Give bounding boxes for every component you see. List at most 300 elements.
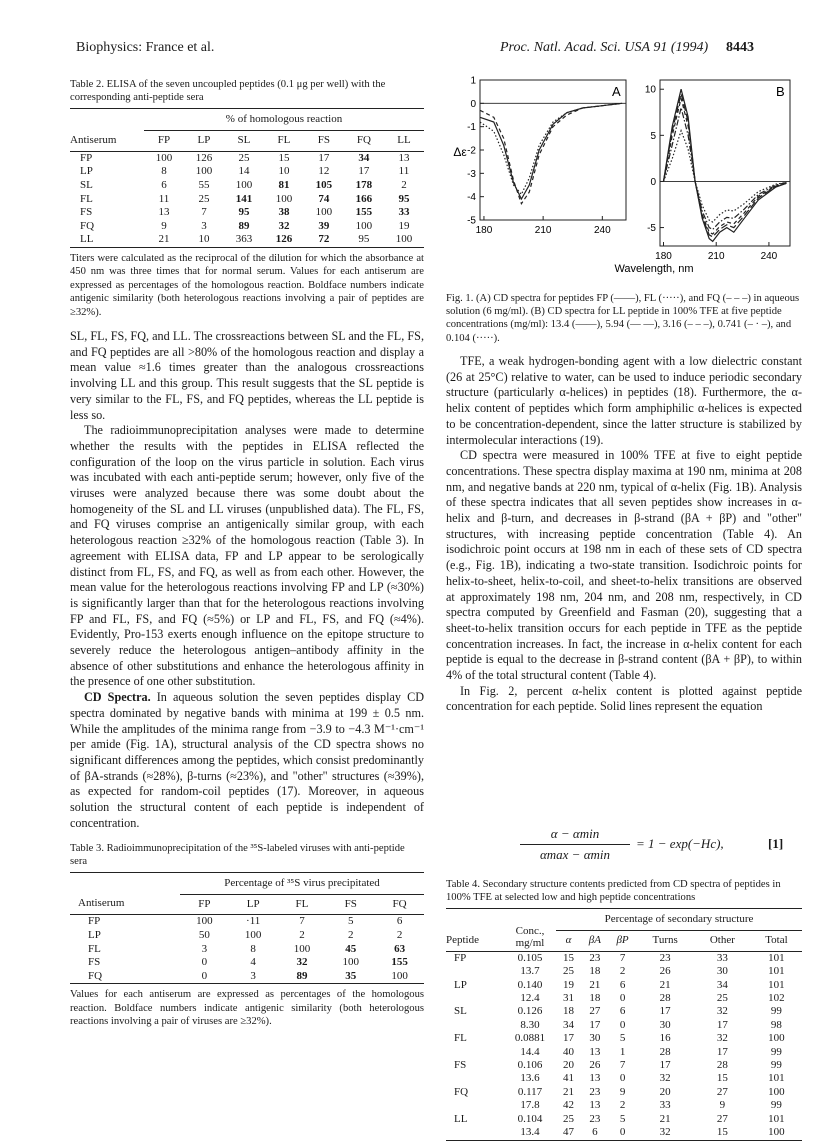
table2-row-label: FQ — [80, 219, 95, 232]
x-tick-label: 240 — [760, 251, 778, 262]
table4-cell: 21 — [659, 978, 671, 991]
table4-row — [446, 1072, 802, 1085]
table2-cell: 38 — [278, 206, 290, 219]
table2-cell: 72 — [318, 233, 330, 246]
table4-cell: 19 — [562, 978, 574, 991]
table4-row — [446, 1126, 802, 1140]
table4-cell: 41 — [562, 1072, 574, 1085]
table2-header-lp: LP — [197, 134, 211, 147]
table4-cell: 0 — [619, 992, 626, 1005]
series-line-0.104 — [664, 131, 787, 222]
table3-cell: 5 — [347, 915, 354, 928]
running-header-journal: Proc. Natl. Acad. Sci. USA 91 (1994) — [500, 40, 709, 55]
table2-cell: 95 — [398, 192, 410, 205]
table4-cell: 101 — [768, 951, 785, 964]
table3-cell: 6 — [396, 915, 403, 928]
table4-cell: 42 — [562, 1099, 574, 1112]
y-tick-label: -3 — [467, 168, 476, 180]
table3-cell: 3 — [201, 942, 208, 955]
table3-cell: 100 — [342, 956, 359, 969]
table4-cell: 40 — [562, 1045, 574, 1058]
table2-row — [70, 233, 424, 247]
series-line-FP — [480, 103, 622, 199]
table2-cell: 12 — [318, 165, 330, 178]
x-tick-label: 180 — [655, 251, 672, 262]
right-paragraph-2: CD spectra were measured in 100% TFE at five to eight peptide concentrations. These spectra display maxima at 190 nm, minima at 208 nm, and negative bands at 220 nm, typical of α-helix (Fig. 1B). Analysis of these spectra indicates that all seven peptides show increases in α-helix and β-turn, and decreases in β-strand (βA + βP) and "other" structures, with increasing peptide concentration (Table 4). An isodichroic point occurs at 198 nm in each of these sets of CD spectra (e.g., Fig. 1B), indicating a two-state transition. Isodichroic points for helix-to-sheet, helix-to-coil, and sheet-to-helix transitions are observed at approximately 198 nm, 204 nm, and 208 nm, respectively, in CD spectra computed by Greenfield and Fasman (20), suggesting that a sheet-to-helix transition occurs for each peptide in TFE as the peptide concentration increases. In fact, the increase in α-helix content for each peptide is equal to the decrease in β-strand content (βA + βP), to within 4% of the total structural content (Table 4). — [446, 448, 802, 683]
table2 — [70, 108, 424, 248]
table2-row — [70, 165, 424, 179]
table4-block — [446, 878, 802, 1141]
plot-frame — [480, 80, 626, 220]
table2-cell: 21 — [158, 233, 170, 246]
table2-cell: 9 — [161, 219, 167, 232]
table2-row — [70, 220, 424, 234]
figure1-cd-spectra — [446, 72, 796, 280]
table3-cell: 50 — [198, 928, 210, 941]
table2-cell: 3 — [201, 219, 207, 232]
table4-header-col: βA — [588, 934, 601, 947]
table4-cell: 6 — [592, 1126, 598, 1139]
table4-row — [446, 1086, 802, 1099]
table4-cell: 23 — [589, 951, 601, 964]
table4-cell: 7 — [619, 1059, 626, 1072]
table3-cell: 100 — [391, 969, 408, 982]
table2-cell: 126 — [275, 233, 293, 246]
table4-peptide: LL — [454, 1112, 468, 1125]
table4 — [446, 908, 802, 1140]
table4-conc: 0.104 — [517, 1112, 543, 1125]
panel-label: B — [776, 84, 785, 99]
table3-row-label: FS — [88, 956, 101, 969]
table4-cell: 101 — [768, 965, 785, 978]
table4-cell: 33 — [659, 1099, 671, 1112]
table3-header-antiserum: Antiserum — [78, 897, 125, 910]
table3 — [70, 872, 424, 984]
table4-conc: 0.140 — [517, 978, 543, 991]
table4-cell: 6 — [619, 978, 626, 991]
table2-header-fs: FS — [317, 134, 331, 147]
table2-cell: 100 — [195, 165, 213, 178]
table3-row-label: LP — [88, 928, 101, 941]
table3-row — [70, 956, 424, 970]
table4-cell: 5 — [619, 1032, 626, 1045]
table4-row — [446, 1059, 802, 1072]
table2-cell: 32 — [278, 219, 290, 232]
table2-cell: 166 — [355, 192, 373, 205]
figure1-x-axis-label: Wavelength, nm — [614, 263, 694, 275]
table4-peptide: FL — [454, 1032, 467, 1045]
table2-group-header: % of homologous reaction — [144, 109, 424, 131]
table4-conc: 14.4 — [520, 1045, 540, 1058]
table2-row-label: FP — [80, 151, 93, 164]
table4-conc: 13.7 — [520, 965, 540, 978]
table3-row — [70, 943, 424, 957]
table3-header-fq: FQ — [392, 897, 407, 910]
table3-cell: 2 — [299, 928, 305, 941]
table4-cell: 18 — [589, 965, 601, 978]
table4-cell: 32 — [716, 1032, 728, 1045]
table4-group-header: Percentage of secondary structure — [556, 909, 802, 931]
table3-cell: 45 — [345, 942, 357, 955]
right-column-text — [446, 354, 802, 715]
figure1-y-axis-label: Δε — [453, 145, 467, 159]
table3-cell: 8 — [250, 942, 256, 955]
table4-peptide — [446, 1046, 504, 1059]
left-paragraph-1: SL, FL, FS, FQ, and LL. The crossreactions between SL and the FL, FS, and FQ peptides are all >80% of the homologous reaction and display a mean value ≈1.6 times greater than the analogous crossreactions involving LL and this group. This result suggests that the SL peptide is very similar to the FL, FS, and FQ peptides, whereas the LL peptide is less so. — [70, 329, 424, 422]
panel-label: A — [612, 84, 621, 99]
table4-cell: 101 — [768, 1072, 785, 1085]
table4-cell: 27 — [716, 1085, 728, 1098]
table2-row — [70, 179, 424, 193]
table4-cell: 33 — [716, 951, 728, 964]
table3-cell: 89 — [296, 969, 308, 982]
table3-header-fl: FL — [295, 897, 309, 910]
series-line-5.94 — [664, 94, 787, 237]
table2-cell: 100 — [275, 192, 293, 205]
table4-cell: 101 — [768, 1112, 785, 1125]
table3-cell: 3 — [250, 969, 256, 982]
table2-cell: 100 — [315, 206, 333, 219]
table2-cell: 17 — [358, 165, 370, 178]
page-number: 8443 — [726, 40, 754, 55]
table3-cell: ·11 — [246, 915, 261, 928]
table4-cell: 0 — [619, 1126, 626, 1139]
left-paragraph-2: The radioimmunoprecipitation analyses were made to determine whether the results with the peptides in ELISA reflected the configuration of the loop on the virus particle in solution. Each virus was incubated with each anti-peptide serum; however, only five of the viruses were analyzed because there was some doubt about the homogeneity of the SL and LL viruses (unpublished data). The FL, FS, and FQ viruses comprise an antigenically similar group, with each heterologous reaction ≥32% of the homologous reaction (Table 3). In agreement with ELISA data, FP and LP appear to be serologically distinct from FL, FS, and FQ, as well as from each other. However, the mean value for the heterologous reactions involving FP and LP (≈30%) is significantly larger than that for the heterologous reactions involving FP and FL, FS, and FQ (≈5%) or LP and FL, FS, and FQ (≈4%). Evidently, Pro-153 exerts enough influence on the epitope structure to severely reduce the heterologous antigen–antibody affinity in the absence of other substitutions and enhance the heterologous affinity in the presence of one other substitution. — [70, 423, 424, 689]
table4-cell: 27 — [716, 1112, 728, 1125]
table4-cell: 30 — [659, 1018, 671, 1031]
table2-row — [70, 151, 424, 165]
table3-row-label: FQ — [88, 969, 103, 982]
table3-row — [70, 970, 424, 984]
table2-cell: 10 — [198, 233, 210, 246]
table2-cell: 2 — [401, 179, 407, 191]
y-tick-label: 1 — [470, 75, 476, 87]
table2-cell: 178 — [355, 179, 373, 191]
table3-cell: 35 — [345, 969, 357, 982]
table4-cell: 99 — [770, 1005, 782, 1018]
table3-note: Values for each antiserum are expressed as percentages of the homologous reaction. Boldface numbers indicate antigenic similarity (both heterologous reactions involving a pair of viruses are ≥32%). — [70, 989, 424, 1028]
table2-cell: 34 — [358, 151, 370, 164]
table4-cell: 31 — [562, 992, 574, 1005]
table4-cell: 101 — [768, 978, 785, 991]
table4-cell: 23 — [659, 951, 671, 964]
table4-conc: 17.8 — [520, 1099, 540, 1112]
table4-peptide — [446, 1019, 504, 1032]
table4-row — [446, 1005, 802, 1018]
y-tick-label: 0 — [470, 98, 476, 110]
figure1-panel-a — [467, 76, 626, 237]
table4-cell: 17 — [716, 1045, 728, 1058]
table3-cell: 63 — [394, 942, 406, 955]
right-paragraph-3: In Fig. 2, percent α-helix content is plotted against peptide concentration for each peptide. Solid lines represent the equation — [446, 683, 802, 714]
table4-cell: 100 — [768, 1032, 785, 1045]
table2-header-fp: FP — [157, 134, 171, 147]
table2-row-label: SL — [80, 179, 93, 191]
table4-cell: 99 — [770, 1059, 782, 1072]
table4-cell: 15 — [716, 1072, 728, 1085]
y-tick-label: 5 — [650, 130, 656, 142]
table4-cell: 15 — [716, 1126, 728, 1139]
table4-cell: 17 — [716, 1018, 728, 1031]
table4-cell: 100 — [768, 1126, 785, 1139]
table3-cell: 0 — [201, 956, 208, 969]
table3-caption: Table 3. Radioimmunoprecipitation of the ³⁵S-labeled viruses with anti-peptide sera — [70, 842, 405, 867]
table2-cell: 95 — [238, 206, 250, 219]
table4-conc: 13.6 — [520, 1072, 540, 1085]
table4-header-col: βP — [616, 934, 629, 947]
table2-cell: 100 — [235, 179, 253, 191]
table4-cell: 21 — [589, 978, 601, 991]
left-paragraph-3 — [70, 690, 424, 831]
table4-peptide — [446, 1072, 504, 1085]
left-column — [70, 78, 424, 1029]
table4-cell: 17 — [589, 1018, 601, 1031]
series-line-3.16 — [664, 98, 787, 234]
table4-cell: 9 — [719, 1099, 726, 1112]
table4-cell: 6 — [619, 1005, 626, 1018]
table2-cell: 17 — [318, 151, 330, 164]
series-line-FQ — [480, 103, 622, 203]
table2-cell: 11 — [158, 192, 170, 205]
table2-header-fq: FQ — [356, 134, 371, 147]
table2-cell: 155 — [355, 206, 373, 219]
table3-group-header: Percentage of ³⁵S virus precipitated — [180, 872, 424, 894]
table2-cell: 100 — [395, 233, 413, 246]
right-paragraph-1: TFE, a weak hydrogen-bonding agent with a low dielectric constant (26 at 25°C) relative to water, can be used to induce periodic secondary structure (particularly α-helices) in peptides (18). Furthermore, the α-helix content of peptides which form amphiphilic α-helices is expected to be concentration-dependent, since the latter structure is stabilized by intermolecular interactions (19). — [446, 354, 802, 447]
table4-cell: 98 — [770, 1018, 782, 1031]
equation-numerator: α − αmin — [550, 826, 600, 841]
table4-cell: 17 — [562, 1032, 574, 1045]
table2-cell: 95 — [358, 233, 370, 246]
table4-cell: 25 — [716, 992, 728, 1005]
table2-cell: 13 — [398, 151, 410, 164]
table4-cell: 34 — [716, 978, 728, 991]
table4-cell: 2 — [619, 1099, 626, 1112]
table3-cell: 2 — [347, 928, 354, 941]
table4-header-col: α — [565, 934, 572, 947]
table4-cell: 13 — [589, 1045, 601, 1058]
table2-row-label: FS — [80, 206, 93, 219]
table2-cell: 15 — [278, 151, 290, 164]
table4-conc: 0.126 — [517, 1005, 543, 1018]
table3-header-fp: FP — [198, 897, 211, 910]
table2-cell: 14 — [238, 165, 250, 178]
table2-cell: 141 — [235, 192, 253, 205]
table4-cell: 13 — [589, 1072, 601, 1085]
table3-cell: 7 — [299, 915, 305, 928]
table3-cell: 155 — [391, 956, 408, 969]
table4-cell: 2 — [619, 965, 626, 978]
table4-cell: 99 — [770, 1099, 782, 1112]
table4-cell: 30 — [589, 1032, 601, 1045]
table4-peptide — [446, 1126, 504, 1140]
table4-peptide: LP — [454, 978, 467, 991]
equation-1 — [520, 826, 800, 866]
table4-conc: 0.0881 — [514, 1032, 546, 1045]
table2-caption: Table 2. ELISA of the seven uncoupled peptides (0.1 μg per well) with the corresponding anti-peptide sera — [70, 79, 386, 104]
table2-header-ll: LL — [397, 134, 411, 147]
section-heading-cd-spectra: CD Spectra. — [84, 690, 151, 705]
table4-cell: 20 — [562, 1059, 574, 1072]
equation-fraction-bar — [520, 844, 630, 845]
table4-cell: 25 — [562, 1112, 574, 1125]
table4-cell: 32 — [659, 1072, 671, 1085]
table4-peptide: FQ — [454, 1085, 469, 1098]
table4-cell: 5 — [619, 1112, 626, 1125]
table4-header-conc: Conc., mg/ml — [515, 924, 545, 949]
table3-row — [70, 915, 424, 929]
table4-cell: 0 — [619, 1018, 626, 1031]
y-tick-label: 10 — [644, 84, 656, 96]
table4-peptide — [446, 1099, 504, 1112]
table3-cell: 100 — [244, 928, 262, 941]
table4-cell: 32 — [659, 1126, 671, 1139]
table4-cell: 1 — [619, 1045, 626, 1058]
table4-cell: 23 — [589, 1085, 601, 1098]
equation-number: [1] — [768, 836, 784, 851]
x-tick-label: 180 — [475, 225, 493, 236]
table4-row — [446, 1099, 802, 1112]
table3-row-label: FL — [88, 942, 101, 955]
table4-conc: 0.117 — [517, 1085, 543, 1098]
table4-conc: 13.4 — [520, 1126, 540, 1139]
table2-row-label: FL — [80, 192, 93, 205]
table4-caption: Table 4. Secondary structure contents predicted from CD spectra of peptides in 100% TFE at selected low and high peptide concentrations — [446, 879, 781, 904]
table4-cell: 32 — [716, 1005, 728, 1018]
table4-peptide — [446, 965, 504, 978]
table2-cell: 74 — [318, 192, 330, 205]
figure1-caption: Fig. 1. (A) CD spectra for peptides FP (——), FL (·····), and FQ (– – –) in aqueous solution (6 mg/ml). (B) CD spectra for LL peptide in 100% TFE at five peptide concentrations (mg/ml): 13.4 (——), 5.94 (— —), 3.16 (– – –), 0.741 (– · –), and 0.104 (·····). — [446, 293, 800, 344]
x-tick-label: 210 — [534, 225, 552, 236]
table4-cell: 28 — [659, 992, 671, 1005]
table4-conc: 8.30 — [520, 1018, 540, 1031]
x-tick-label: 240 — [593, 225, 611, 236]
left-paragraph-3-body: In aqueous solution the seven peptides display CD spectra dominated by negative bands with minima at 199 ± 0.5 nm. While the amplitudes of the minima range from −3.9 to −4.3 M⁻¹·cm⁻¹ per amide (Fig. 1A), structural analysis of the CD spectra shows no significant differences among the peptides, which consist predominantly of βA-strands (≈28%), β-turns (≈23%), and "other" structures (≈39%), as expected for random-coil peptides (17). Moreover, in aqueous solution the structural content of each peptide is independent of concentration. — [70, 690, 424, 830]
table4-cell: 13 — [589, 1099, 601, 1112]
table4-row — [446, 979, 802, 992]
table2-header-antiserum: Antiserum — [70, 133, 117, 146]
table4-cell: 15 — [562, 951, 574, 964]
table3-cell: 100 — [196, 915, 213, 928]
table2-cell: 10 — [278, 165, 290, 178]
table2-header-fl: FL — [277, 134, 291, 147]
table4-cell: 47 — [562, 1126, 574, 1139]
table4-cell: 99 — [770, 1045, 782, 1058]
table2-cell: 105 — [315, 179, 333, 191]
table4-header-col: Total — [765, 934, 788, 947]
table4-cell: 34 — [562, 1018, 574, 1031]
table4-header-peptide: Peptide — [446, 934, 479, 947]
table3-header-lp: LP — [246, 897, 260, 910]
y-tick-label: -4 — [467, 192, 476, 204]
table4-cell: 27 — [589, 1005, 601, 1018]
figure1-panel-b — [645, 80, 790, 262]
table2-cell: 89 — [238, 219, 250, 232]
table4-cell: 26 — [659, 965, 671, 978]
table4-cell: 28 — [659, 1045, 671, 1058]
table2-row — [70, 193, 424, 207]
table3-cell: 100 — [293, 942, 311, 955]
y-tick-label: -2 — [467, 145, 476, 157]
table4-cell: 100 — [768, 1085, 785, 1098]
table4-row — [446, 1032, 802, 1045]
table4-cell: 28 — [716, 1059, 728, 1072]
table2-cell: 33 — [398, 206, 410, 219]
table4-cell: 21 — [659, 1112, 671, 1125]
table4-cell: 0 — [619, 1072, 626, 1085]
table2-cell: 81 — [278, 179, 290, 191]
table4-conc: 0.105 — [517, 951, 543, 964]
table2-cell: 7 — [201, 206, 207, 219]
table3-cell: 32 — [296, 956, 308, 969]
table2-cell: 19 — [398, 219, 410, 232]
table4-conc: 0.106 — [517, 1059, 543, 1072]
table4-header-col: Other — [709, 934, 735, 947]
table2-row — [70, 206, 424, 220]
table2-row-label: LL — [80, 233, 94, 246]
table3-cell: 2 — [396, 928, 403, 941]
table2-cell: 100 — [355, 219, 373, 232]
table2-note: Titers were calculated as the reciprocal of the dilution for which the absorbance at 450 nm was three times that for normal serum. Values for each antiserum are expressed as percentages of the homologous reaction. Boldface numbers indicate antigenic similarity (both heterologous reactions involving a pair of peptides are ≥32%). — [70, 252, 424, 318]
table2-cell: 55 — [198, 179, 210, 191]
table4-cell: 30 — [716, 965, 728, 978]
table4-row — [446, 1046, 802, 1059]
table3-cell: 4 — [250, 956, 256, 969]
table4-cell: 18 — [589, 992, 601, 1005]
table3-cell: 0 — [201, 969, 208, 982]
equation-denominator: αmax − αmin — [539, 847, 611, 862]
table4-peptide: SL — [454, 1005, 467, 1018]
table2-cell: 6 — [161, 179, 167, 191]
table4-cell: 16 — [659, 1032, 671, 1045]
table2-cell: 39 — [318, 219, 330, 232]
table4-cell: 21 — [562, 1085, 574, 1098]
table2-header-sl: SL — [237, 134, 251, 147]
table3-header-fs: FS — [344, 897, 357, 910]
table4-cell: 7 — [619, 951, 626, 964]
table4-cell: 26 — [589, 1059, 601, 1072]
equation-rhs: = 1 − exp(−Hc), — [636, 836, 724, 851]
table3-row — [70, 929, 424, 943]
table4-row — [446, 965, 802, 978]
x-tick-label: 210 — [707, 251, 725, 262]
table4-cell: 102 — [768, 992, 785, 1005]
table4-row — [446, 1113, 802, 1126]
table2-cell: 25 — [238, 151, 250, 164]
table4-row — [446, 992, 802, 1005]
table4-row — [446, 951, 802, 965]
table4-row — [446, 1019, 802, 1032]
table4-cell: 25 — [562, 965, 574, 978]
table2-cell: 25 — [198, 192, 210, 205]
series-line-FL — [480, 103, 622, 194]
table4-cell: 17 — [659, 1059, 671, 1072]
table4-cell: 9 — [619, 1085, 626, 1098]
y-tick-label: -5 — [647, 223, 656, 235]
table4-cell: 23 — [589, 1112, 601, 1125]
table4-peptide: FP — [454, 951, 467, 964]
table2-cell: 13 — [158, 206, 170, 219]
table2-cell: 100 — [155, 151, 173, 164]
table2-row-label: LP — [80, 165, 93, 178]
table4-cell: 18 — [562, 1005, 574, 1018]
y-tick-label: -5 — [467, 215, 476, 227]
table3-row-label: FP — [88, 915, 101, 928]
table4-cell: 17 — [659, 1005, 671, 1018]
table4-header-col: Turns — [652, 934, 678, 947]
table2-cell: 8 — [161, 165, 167, 178]
y-tick-label: 0 — [650, 176, 656, 188]
